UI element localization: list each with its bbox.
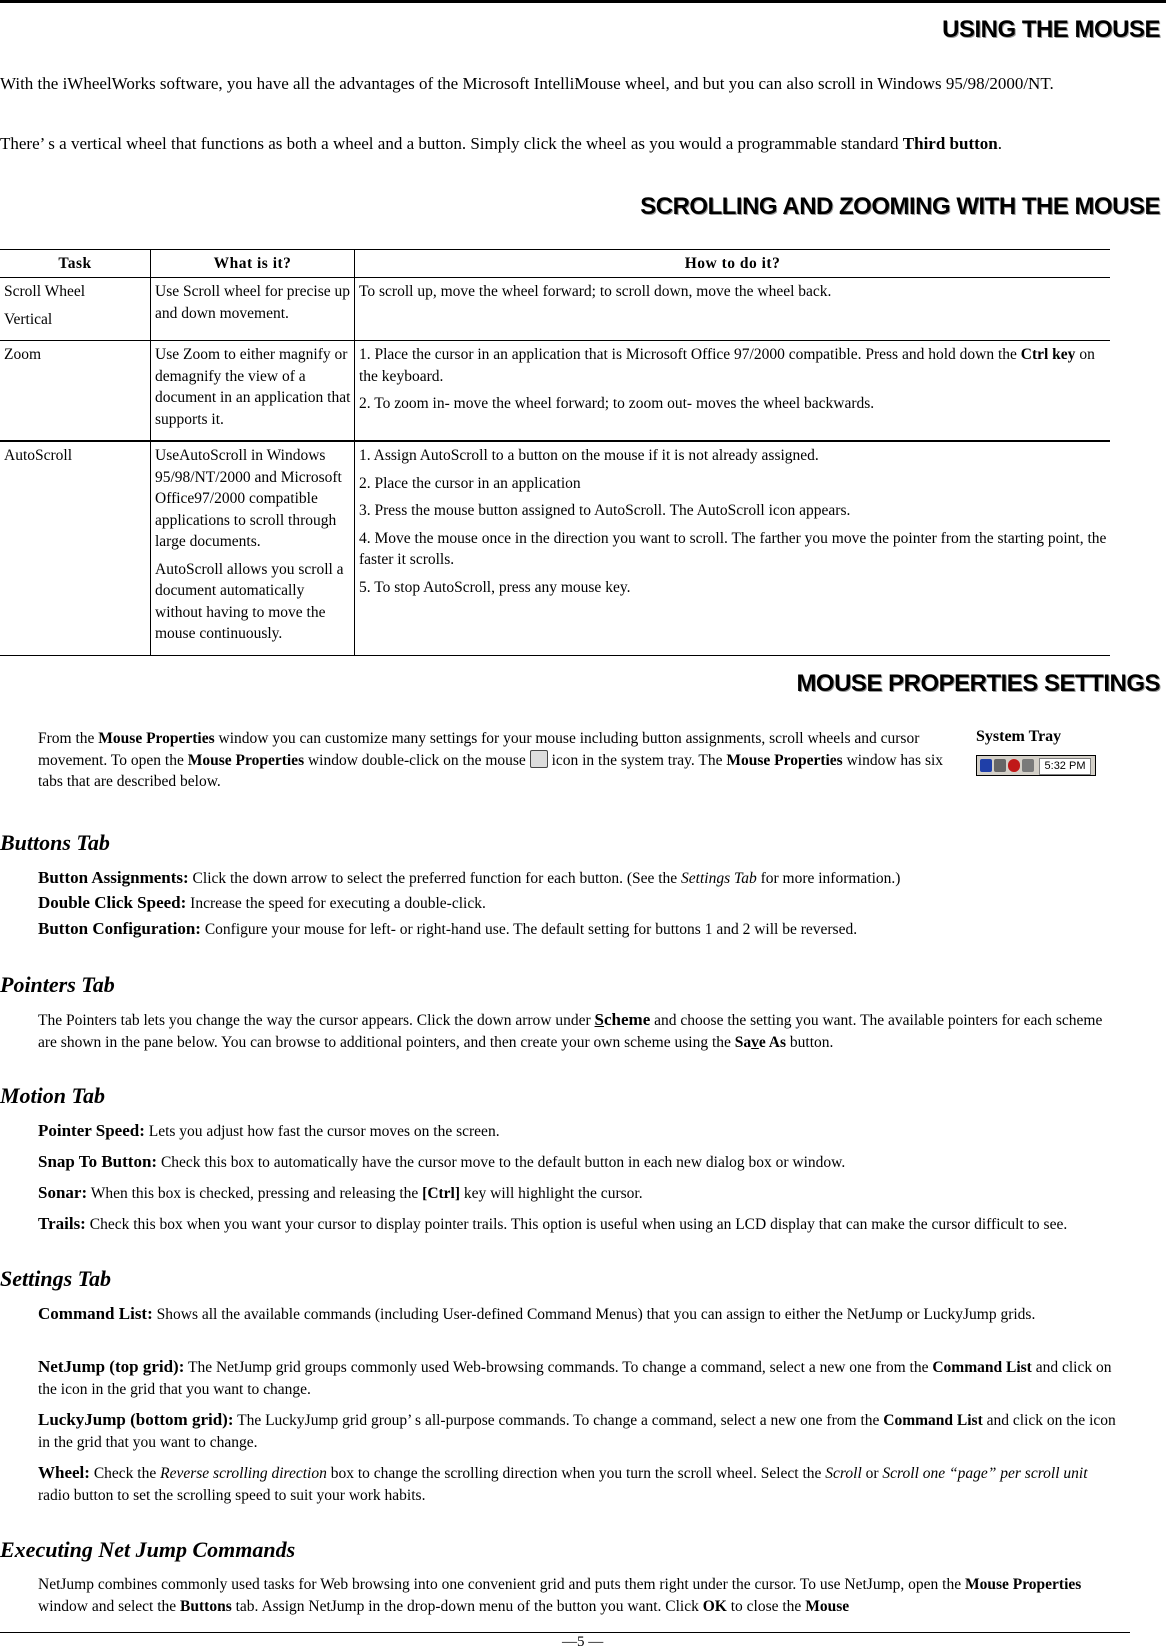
page-number: —5 — <box>562 1634 604 1650</box>
how-cell: 3. Press the mouse button assigned to AutoScroll. The AutoScroll icon appears. <box>359 502 851 519</box>
status-icon <box>1008 759 1020 772</box>
section-title-settings-tab: Settings Tab <box>0 1266 112 1291</box>
what-cell: Use Zoom to either magnify or demagnify the view of a document in an application that supports it. <box>155 346 351 428</box>
section-title-motion-tab: Motion Tab <box>0 1083 105 1108</box>
how-cell: To scroll up, move the wheel forward; to scroll down, move the wheel back. <box>359 283 832 300</box>
list-item: LuckyJump (bottom grid): The LuckyJump grid group’ s all-purpose commands. To change a command, select a new one from the Command List and click on the icon in the grid that you want to change. <box>38 1410 1116 1451</box>
list-item: Button Assignments: Click the down arrow to select the preferred function for each button. (See the Settings Tab for more information.) <box>38 868 901 887</box>
how-cell: 2. To zoom in- move the wheel forward; to zoom out- moves the wheel backwards. <box>359 395 875 412</box>
list-item: Sonar: When this box is checked, pressing and releasing the [Ctrl] key will highlight the cursor. <box>38 1183 643 1202</box>
list-item: Pointer Speed: Lets you adjust how fast the cursor moves on the screen. <box>38 1121 500 1140</box>
footer-rule <box>0 1632 1130 1633</box>
list-item: Snap To Button: Check this box to automatically have the cursor move to the default button in each new dialog box or window. <box>38 1152 846 1171</box>
what-cell: Use Scroll wheel for precise up and down movement. <box>155 283 350 322</box>
how-cell: 4. Move the mouse once in the direction you want to scroll. The farther you move the pointer from the starting point, the faster it scrolls. <box>359 529 1107 568</box>
speaker-icon <box>994 759 1006 772</box>
properties-intro: From the Mouse Properties window you can customize many settings for your mouse including button assignments, scroll wheels and cursor movement. To open the Mouse Properties window double-click on the mouse icon in the system tray. The Mouse Properties window has six tabs that are described below. <box>38 730 944 790</box>
tasks-table <box>0 249 1110 656</box>
system-tray-image <box>976 755 1096 776</box>
list-item: Wheel: Check the Reverse scrolling direction box to change the scrolling direction when you turn the scroll wheel. Select the Scroll or Scroll one “page” per scroll unit radio button to set the scrolling speed to suit your work habits. <box>38 1463 1088 1504</box>
top-rule <box>0 0 1166 3</box>
mouse-icon <box>1022 759 1034 772</box>
list-item: Button Configuration: Configure your mouse for left- or right-hand use. The default setting for buttons 1 and 2 will be reversed. <box>38 919 858 938</box>
pointers-paragraph: The Pointers tab lets you change the way the cursor appears. Click the down arrow under Scheme and choose the setting you want. The available pointers for each scheme are shown in the pane below. You can browse to additional pointers, and then create your own scheme using the Save As button. <box>38 1010 1103 1051</box>
table-header-row <box>0 250 1110 278</box>
intro-paragraph-2: There’ s a vertical wheel that functions as both a wheel and a button. Simply click the wheel as you would a programmable standard Third button. <box>0 134 1002 153</box>
list-item: NetJump (top grid): The NetJump grid groups commonly used Web-browsing commands. To change a command, select a new one from the Command List and click on the icon in the grid that you want to change. <box>38 1357 1112 1398</box>
column-header-how: How to do it? <box>355 250 1111 278</box>
how-cell: 1. Assign AutoScroll to a button on the mouse if it is not already assigned. <box>359 447 819 464</box>
heading-scrolling-zooming: SCROLLING AND ZOOMING WITH THE MOUSE <box>640 193 1160 220</box>
list-item: Command List: Shows all the available commands (including User-defined Command Menus) that you can assign to either the NetJump or LuckyJump grids. <box>38 1304 1036 1323</box>
table-row <box>0 278 1110 341</box>
task-cell: Zoom <box>4 346 42 363</box>
ctrl-key-term: Ctrl key <box>1020 346 1076 363</box>
task-cell: Scroll Wheel <box>4 283 86 300</box>
intro-paragraph-1: With the iWheelWorks software, you have all the advantages of the Microsoft IntelliMouse wheel, and but you can also scroll in Windows 95/98/2000/NT. <box>0 74 1054 93</box>
section-title-buttons-tab: Buttons Tab <box>0 830 110 855</box>
how-cell: 1. Place the cursor in an application that is Microsoft Office 97/2000 compatible. Press and hold down the Ctrl key on the keyboard. <box>359 346 1095 385</box>
heading-mouse-properties: MOUSE PROPERTIES SETTINGS <box>796 670 1160 697</box>
how-cell: 5. To stop AutoScroll, press any mouse key. <box>359 578 631 596</box>
heading-using-the-mouse: USING THE MOUSE <box>942 16 1160 43</box>
mouse-tray-icon <box>530 750 548 768</box>
list-item: Double Click Speed: Increase the speed for executing a double-click. <box>38 893 486 912</box>
netjump-paragraph: NetJump combines commonly used tasks for Web browsing into one convenient grid and puts them right under the cursor. To use NetJump, open the Mouse Properties window and select the Buttons tab. Assign NetJump in the drop-down menu of the button you want. Click OK to close the Mouse <box>38 1576 1082 1615</box>
table-row <box>0 341 1110 442</box>
shield-icon <box>980 759 992 772</box>
section-title-netjump: Executing Net Jump Commands <box>0 1537 296 1562</box>
what-cell: UseAutoScroll in Windows 95/98/NT/2000 and Microsoft Office97/2000 compatible applications to scroll through large documents. <box>155 447 342 550</box>
tray-clock: 5:32 PM <box>1039 758 1091 775</box>
third-button-term: Third button <box>902 134 998 153</box>
task-cell: AutoScroll <box>4 447 73 464</box>
column-header-what: What is it? <box>151 250 355 278</box>
task-cell: Vertical <box>4 310 53 328</box>
column-header-task: Task <box>0 250 151 278</box>
table-row <box>0 441 1110 655</box>
section-title-pointers-tab: Pointers Tab <box>0 972 115 997</box>
how-cell: 2. Place the cursor in an application <box>359 474 581 492</box>
what-cell: AutoScroll allows you scroll a document automatically without having to move the mouse continuously. <box>155 560 344 642</box>
list-item: Trails: Check this box when you want your cursor to display pointer trails. This option is useful when using an LCD display that can make the cursor difficult to see. <box>38 1214 1068 1233</box>
system-tray-label: System Tray <box>976 728 1062 745</box>
